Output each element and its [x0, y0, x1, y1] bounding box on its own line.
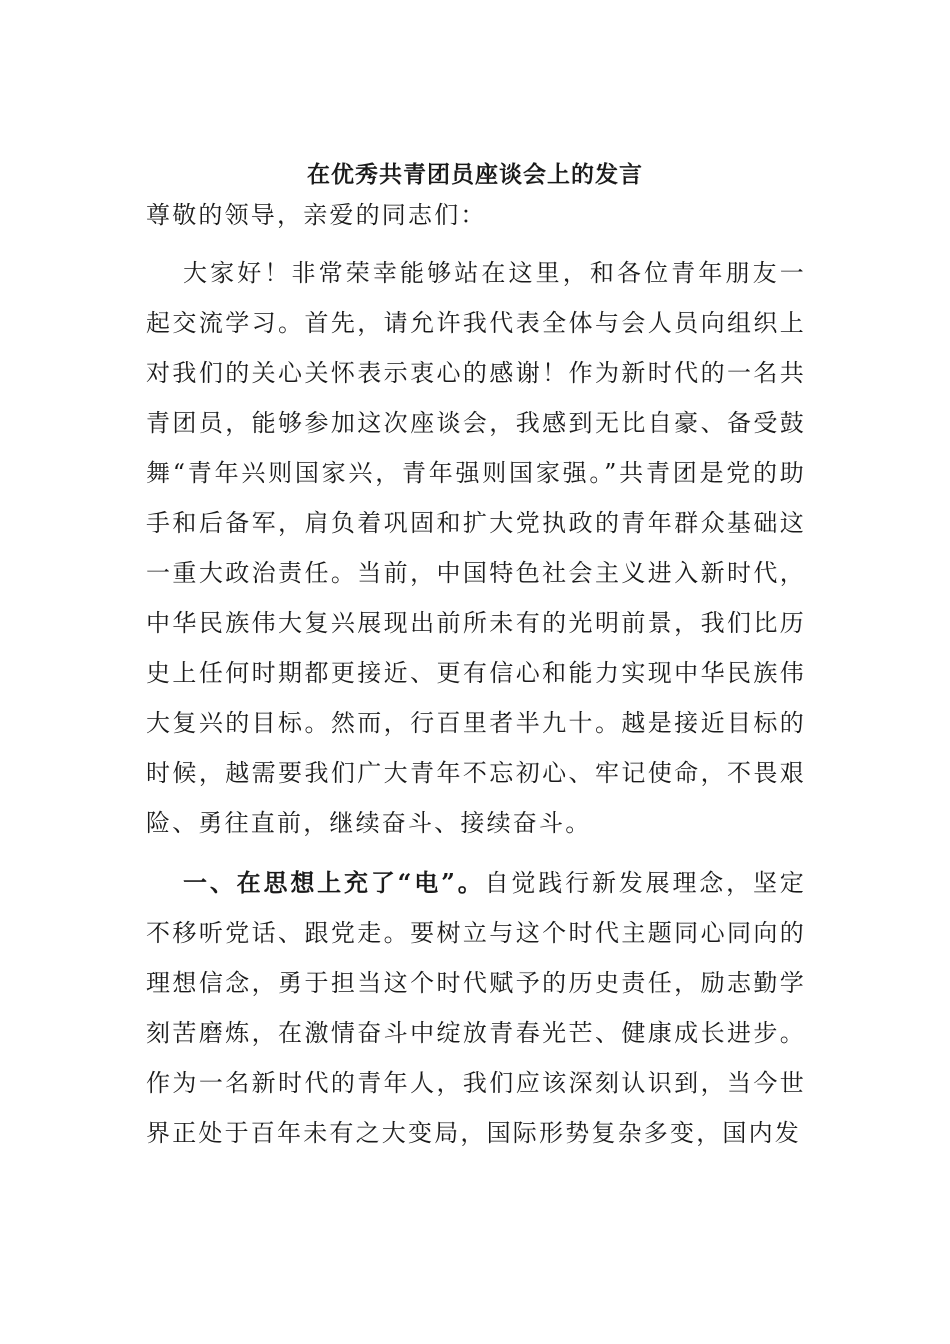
section-1-heading: 一、在思想上充了“电”。	[183, 868, 485, 897]
document-title: 在优秀共青团员座谈会上的发言	[307, 161, 643, 188]
salutation: 尊敬的领导，亲爱的同志们：	[146, 201, 487, 229]
paragraph-section-1	[146, 858, 806, 1158]
section-1-text: 自觉践行新发展理念，坚定不移听党话、跟党走。要树立与这个时代主题同心同向的理想信念，勇于担当这个时代赋予的历史责任，励志勤学刻苦磨炼，在激情奋斗中绽放青春光芒、健康成长进步。作为一名新时代的青年人，我们应该深刻认识到，当今世界正处于百年未有之大变局，国际形势复杂多变，国内发	[146, 869, 806, 1147]
paragraph-intro: 大家好！非常荣幸能够站在这里，和各位青年朋友一起交流学习。首先，请允许我代表全体与会人员向组织上对我们的关心关怀表示衷心的感谢！作为新时代的一名共青团员，能够参加这次座谈会，我感到无比自豪、备受鼓舞“青年兴则国家兴，青年强则国家强。”共青团是党的助手和后备军，肩负着巩固和扩大党执政的青年群众基础这一重大政治责任。当前，中国特色社会主义进入新时代，中华民族伟大复兴展现出前所未有的光明前景，我们比历史上任何时期都更接近、更有信心和能力实现中华民族伟大复兴的目标。然而，行百里者半九十。越是接近目标的时候，越需要我们广大青年不忘初心、牢记使命，不畏艰险、勇往直前，继续奋斗、接续奋斗。	[146, 259, 806, 837]
document-body	[146, 190, 806, 1158]
